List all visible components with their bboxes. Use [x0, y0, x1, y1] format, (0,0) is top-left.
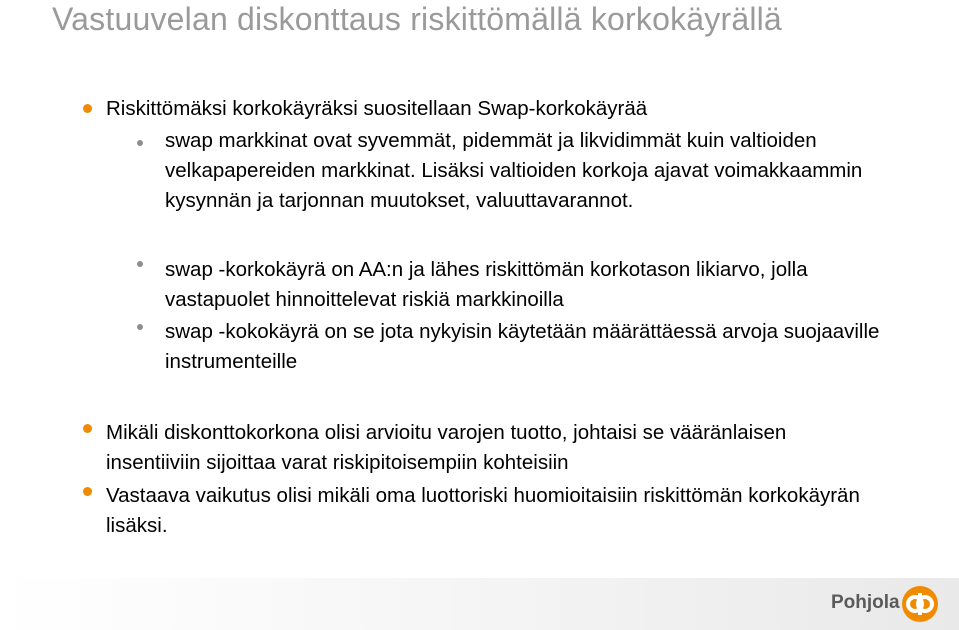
sub-bullet-dot-icon	[137, 261, 143, 267]
bullet-item: Vastaava vaikutus olisi mikäli oma luottoriski huomioitaisiin riskittömän korkokäyrän lisäksi.	[106, 484, 860, 537]
bullet-item: Mikäli diskonttokorkona olisi arvioitu varojen tuotto, johtaisi se vääränlaisen insentiiviin sijoittaa varat riskipitoisempiin kohteisiin	[106, 421, 787, 474]
sub-bullet-item: swap -korkokäyrä on AA:n ja lähes riskittömän korkotason likiarvo, jolla vastapuolet hinnoittelevat riskiä markkinoilla	[165, 258, 808, 311]
sub-bullet-item: swap markkinat ovat syvemmät, pidemmät ja likvidimmät kuin valtioiden velkapapereiden markkinat. Lisäksi valtioiden korkoja ajavat voimakkaammin kysynnän ja tarjonnan muutokset, valuuttavarannot.	[165, 129, 863, 212]
slide-title: Vastuuvelan diskonttaus riskittömällä korkokäyrällä	[52, 1, 782, 37]
brand-name: Pohjola	[831, 592, 900, 613]
bullet-dot-icon	[83, 487, 92, 496]
sub-bullet-dot-icon	[137, 324, 143, 330]
bullet-item: Riskittömäksi korkokäyräksi suositellaan Swap-korkokäyrää	[106, 97, 648, 120]
bullet-dot-icon	[83, 104, 92, 113]
pohjola-logo-icon	[901, 585, 939, 623]
sub-bullet-dot-icon	[137, 140, 143, 146]
bullet-dot-icon	[83, 424, 92, 433]
footer-bar	[0, 578, 959, 630]
sub-bullet-item: swap -kokokäyrä on se jota nykyisin käytetään määrättäessä arvoja suojaaville instrumenteille	[165, 320, 880, 373]
